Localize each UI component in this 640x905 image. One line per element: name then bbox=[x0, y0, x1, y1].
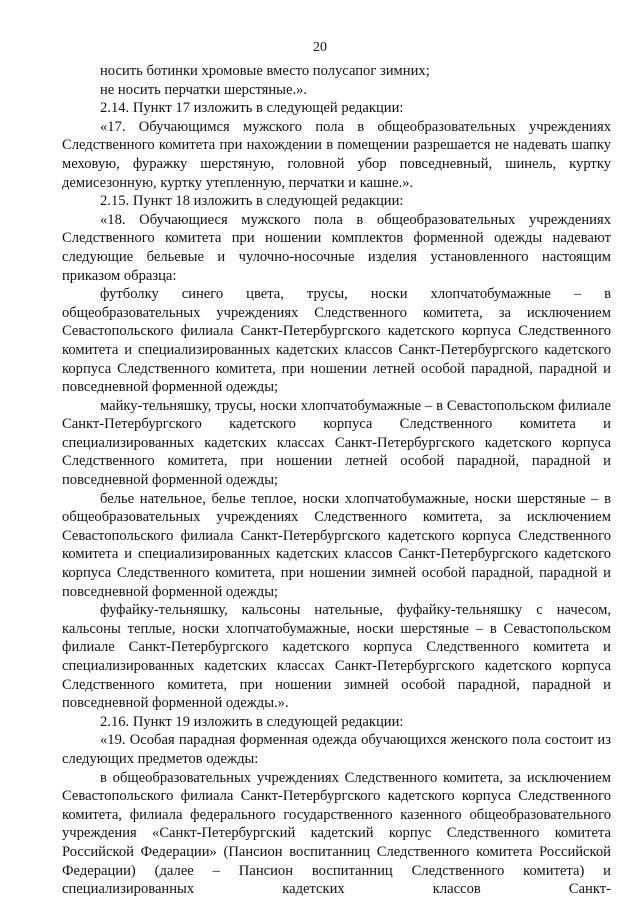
paragraph-item-17: «17. Обучающимся мужского пола в общеобразовательных учреждениях Следственного комитета при нахождении в помещении разрешается не надевать шапку меховую, фуражку шерстяную, головной убор повседневный, шинель, куртку демисезонную, куртку утепленную, перчатки и кашне.». bbox=[62, 118, 611, 191]
paragraph-boots: носить ботинки хромовые вместо полусапог зимних; bbox=[100, 63, 430, 79]
paragraph-2-16-heading: 2.16. Пункт 19 изложить в следующей редакции: bbox=[100, 713, 404, 730]
paragraph-underwear: белье нательное, белье теплое, носки хлопчатобумажные, носки шерстяные – в общеобразовательных учреждениях Следственного комитета, за исключением Севастопольского филиала Санкт-Петербургского кадетского корпуса Следственного комитета и специализированных кадетских классов Санкт-Петербургского кадетского корпуса Следственного комитета, при ношении зимней особой парадной, парадной и повседневной форменной одежды; bbox=[62, 490, 611, 600]
paragraph-educational-institutions: в общеобразовательных учреждениях Следственного комитета, за исключением Севастопольского филиала Санкт-Петербургского кадетского корпуса Следственного комитета, филиала федерального государственного казенного общеобразовательного учреждения «Санкт-Петербургский кадетский корпус Следственного комитета Российской Федерации» (Пансион воспитанниц Следственного комитета Российской Федерации) (далее – Пансион воспитанниц Следственного комитета) и специализированных кадетских классов Санкт- bbox=[62, 769, 611, 898]
paragraph-winter-vest: фуфайку-тельняшку, кальсоны нательные, фуфайку-тельняшку с начесом, кальсоны теплые, носки хлопчатобумажные, носки шерстяные – в Севастопольском филиале Санкт-Петербургского кадетского корпуса Следственного комитета и специализированных кадетских классах Санкт-Петербургского кадетского корпуса Следственного комитета, при ношении зимней особой парадной, парадной и повседневной форменной одежды.». bbox=[62, 602, 611, 712]
paragraph-item-18: «18. Обучающиеся мужского пола в общеобразовательных учреждениях Следственного комитета при ношении комплектов форменной одежды надевают следующие бельевые и чулочно-носочные изделия установленного настоящим приказом образца: bbox=[62, 211, 611, 284]
paragraph-2-14-heading: 2.14. Пункт 17 изложить в следующей редакции: bbox=[100, 100, 404, 117]
paragraph-item-19: «19. Особая парадная форменная одежда обучающихся женского пола состоит из следующих предметов одежды: bbox=[62, 732, 611, 767]
page-number: 20 bbox=[313, 40, 327, 55]
document-body bbox=[62, 62, 611, 899]
paragraph-gloves: не носить перчатки шерстяные.». bbox=[100, 81, 308, 98]
paragraph-2-15-heading: 2.15. Пункт 18 изложить в следующей редакции: bbox=[100, 193, 404, 210]
paragraph-vest: майку-тельняшку, трусы, носки хлопчатобумажные – в Севастопольском филиале Санкт-Петербургского кадетского корпуса Следственного комитета и специализированных кадетских классах Санкт-Петербургского кадетского корпуса Следственного комитета, при ношении летней особой парадной, парадной и повседневной форменной одежды; bbox=[62, 397, 611, 489]
paragraph-tshirt: футболку синего цвета, трусы, носки хлопчатобумажные – в общеобразовательных учреждениях Следственного комитета, за исключением Севастопольского филиала Санкт-Петербургского кадетского корпуса Следственного комитета и специализированных кадетских классов Санкт-Петербургского кадетского корпуса Следственного комитета, при ношении летней особой парадной, парадной и повседневной форменной одежды; bbox=[62, 286, 611, 396]
